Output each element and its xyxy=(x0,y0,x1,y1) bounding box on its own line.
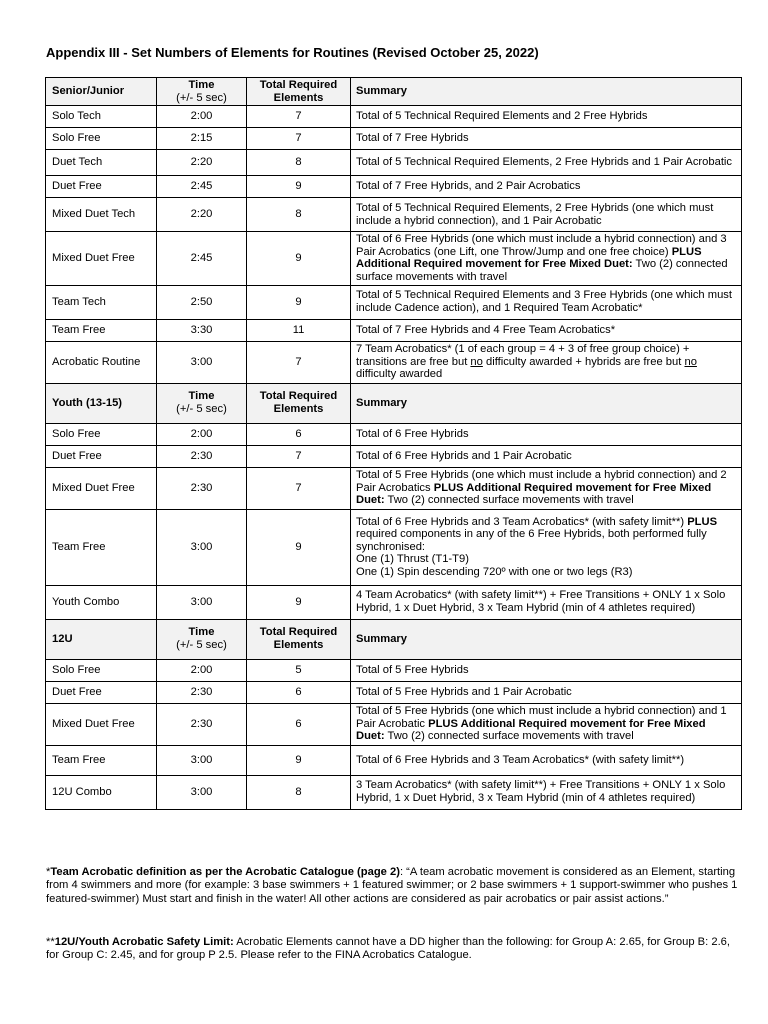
event-time: 2:30 xyxy=(157,703,247,745)
event-name: 12U Combo xyxy=(46,775,157,809)
event-total-elements: 9 xyxy=(247,285,351,319)
table-row xyxy=(46,341,742,383)
event-name: Youth Combo xyxy=(46,585,157,619)
page-title: Appendix III - Set Numbers of Elements for Routines (Revised October 25, 2022) xyxy=(46,45,539,60)
summary-header: Summary xyxy=(351,383,742,423)
event-time: 2:50 xyxy=(157,285,247,319)
event-name: Solo Free xyxy=(46,128,157,150)
event-total-elements: 6 xyxy=(247,423,351,445)
event-time: 3:00 xyxy=(157,509,247,585)
event-summary: 4 Team Acrobatics* (with safety limit**) + Free Transitions + ONLY 1 x Solo Hybrid, 1 x Duet Hybrid, 3 x Team Hybrid (min of 4 athletes required) xyxy=(351,585,742,619)
event-name: Mixed Duet Free xyxy=(46,703,157,745)
event-time: 2:00 xyxy=(157,423,247,445)
footnote-safety-limit: **12U/Youth Acrobatic Safety Limit: Acrobatic Elements cannot have a DD higher than the following: for Group A: 2.65, for Group B: 2.6, for Group C: 2.45, and for group P 2.5. Please refer to the FINA Acrobatics Catalogue. xyxy=(46,936,731,962)
event-summary: Total of 6 Free Hybrids and 1 Pair Acrobatic xyxy=(351,445,742,467)
event-time: 2:30 xyxy=(157,681,247,703)
event-time: 2:30 xyxy=(157,467,247,509)
elements-table xyxy=(45,77,742,810)
event-total-elements: 9 xyxy=(247,509,351,585)
event-summary: Total of 5 Technical Required Elements and 2 Free Hybrids xyxy=(351,106,742,128)
event-name: Solo Free xyxy=(46,659,157,681)
table-row xyxy=(46,585,742,619)
event-time: 2:15 xyxy=(157,128,247,150)
section-title: 12U xyxy=(46,619,157,659)
event-total-elements: 8 xyxy=(247,775,351,809)
event-name: Solo Tech xyxy=(46,106,157,128)
event-summary: Total of 5 Technical Required Elements, 2 Free Hybrids (one which must include a hybrid connection), and 1 Pair Acrobatic xyxy=(351,198,742,232)
event-total-elements: 6 xyxy=(247,703,351,745)
event-time: 3:00 xyxy=(157,745,247,775)
table-row xyxy=(46,150,742,176)
event-total-elements: 8 xyxy=(247,150,351,176)
time-header: Time (+/- 5 sec) xyxy=(157,383,247,423)
event-total-elements: 8 xyxy=(247,198,351,232)
event-time: 3:00 xyxy=(157,775,247,809)
event-summary: Total of 5 Free Hybrids (one which must include a hybrid connection) and 2 Pair Acrobatics PLUS Additional Required movement for Free Mixed Duet: Two (2) connected surface movements with travel xyxy=(351,467,742,509)
event-summary: Total of 6 Free Hybrids and 3 Team Acrobatics* (with safety limit**) PLUS required components in any of the 6 Free Hybrids, both performed fully synchronised: One (1) Thrust (T1-T9) One (1) Spin descending 720º with one or two legs (R3) xyxy=(351,509,742,585)
event-total-elements: 7 xyxy=(247,106,351,128)
event-time: 2:45 xyxy=(157,232,247,285)
event-total-elements: 9 xyxy=(247,585,351,619)
time-header: Time (+/- 5 sec) xyxy=(157,78,247,106)
event-name: Solo Free xyxy=(46,423,157,445)
event-name: Team Free xyxy=(46,745,157,775)
event-total-elements: 6 xyxy=(247,681,351,703)
section-title: Senior/Junior xyxy=(46,78,157,106)
event-name: Team Tech xyxy=(46,285,157,319)
event-time: 2:45 xyxy=(157,176,247,198)
section-header-row xyxy=(46,619,742,659)
summary-header: Summary xyxy=(351,619,742,659)
event-total-elements: 11 xyxy=(247,319,351,341)
table-row xyxy=(46,176,742,198)
event-time: 3:00 xyxy=(157,585,247,619)
event-time: 2:00 xyxy=(157,659,247,681)
section-header-row xyxy=(46,383,742,423)
event-name: Duet Free xyxy=(46,445,157,467)
table-row xyxy=(46,445,742,467)
event-total-elements: 9 xyxy=(247,232,351,285)
section-title: Youth (13-15) xyxy=(46,383,157,423)
event-time: 3:00 xyxy=(157,341,247,383)
table-row xyxy=(46,703,742,745)
event-total-elements: 5 xyxy=(247,659,351,681)
event-name: Acrobatic Routine xyxy=(46,341,157,383)
total-elements-header: Total Required Elements xyxy=(247,78,351,106)
table-row xyxy=(46,681,742,703)
table-row xyxy=(46,128,742,150)
event-summary: 7 Team Acrobatics* (1 of each group = 4 + 3 of free group choice) + transitions are free but no difficulty awarded + hybrids are free but no difficulty awarded xyxy=(351,341,742,383)
event-time: 2:30 xyxy=(157,445,247,467)
table-row xyxy=(46,659,742,681)
event-summary: 3 Team Acrobatics* (with safety limit**) + Free Transitions + ONLY 1 x Solo Hybrid, 1 x Duet Hybrid, 3 x Team Hybrid (min of 4 athletes required) xyxy=(351,775,742,809)
event-summary: Total of 5 Free Hybrids and 1 Pair Acrobatic xyxy=(351,681,742,703)
event-summary: Total of 5 Technical Required Elements and 3 Free Hybrids (one which must include Cadence action), and 1 Required Team Acrobatic* xyxy=(351,285,742,319)
table-row xyxy=(46,232,742,285)
event-summary: Total of 6 Free Hybrids and 3 Team Acrobatics* (with safety limit**) xyxy=(351,745,742,775)
event-name: Mixed Duet Free xyxy=(46,467,157,509)
event-name: Team Free xyxy=(46,509,157,585)
event-name: Duet Tech xyxy=(46,150,157,176)
event-time: 2:20 xyxy=(157,198,247,232)
footnote-team-acrobatic: *Team Acrobatic definition as per the Acrobatic Catalogue (page 2): “A team acrobatic movement is considered as an Element, starting from 4 swimmers and more (for example: 3 base swimmers + 1 featured swimmer; or 2 base swimmers + 1 support-swimmer who pushes 1 featured-swimmer) Must start and finish in the water! All other actions are considered as pair acrobatics or pair assist actions.” xyxy=(46,866,738,905)
event-name: Team Free xyxy=(46,319,157,341)
table-row xyxy=(46,745,742,775)
event-summary: Total of 6 Free Hybrids xyxy=(351,423,742,445)
total-elements-header: Total Required Elements xyxy=(247,383,351,423)
event-summary: Total of 5 Free Hybrids (one which must include a hybrid connection) and 1 Pair Acrobatic PLUS Additional Required movement for Free Mixed Duet: Two (2) connected surface movements with travel xyxy=(351,703,742,745)
event-summary: Total of 5 Free Hybrids xyxy=(351,659,742,681)
event-summary: Total of 7 Free Hybrids xyxy=(351,128,742,150)
event-name: Mixed Duet Free xyxy=(46,232,157,285)
table-row xyxy=(46,509,742,585)
event-total-elements: 7 xyxy=(247,467,351,509)
event-total-elements: 7 xyxy=(247,341,351,383)
event-name: Mixed Duet Tech xyxy=(46,198,157,232)
event-time: 2:00 xyxy=(157,106,247,128)
table-row xyxy=(46,467,742,509)
event-time: 2:20 xyxy=(157,150,247,176)
event-name: Duet Free xyxy=(46,681,157,703)
event-summary: Total of 6 Free Hybrids (one which must include a hybrid connection) and 3 Pair Acrobatics (one Lift, one Throw/Jump and one free choice) PLUS Additional Required movement for Free Mixed Duet: Two (2) connected surface movements with travel xyxy=(351,232,742,285)
table-row xyxy=(46,775,742,809)
table-row xyxy=(46,319,742,341)
event-total-elements: 7 xyxy=(247,128,351,150)
event-total-elements: 9 xyxy=(247,745,351,775)
table-row xyxy=(46,198,742,232)
event-summary: Total of 7 Free Hybrids and 4 Free Team Acrobatics* xyxy=(351,319,742,341)
section-header-row xyxy=(46,78,742,106)
event-summary: Total of 7 Free Hybrids, and 2 Pair Acrobatics xyxy=(351,176,742,198)
event-total-elements: 7 xyxy=(247,445,351,467)
total-elements-header: Total Required Elements xyxy=(247,619,351,659)
table-row xyxy=(46,423,742,445)
time-header: Time (+/- 5 sec) xyxy=(157,619,247,659)
table-row xyxy=(46,106,742,128)
event-time: 3:30 xyxy=(157,319,247,341)
event-name: Duet Free xyxy=(46,176,157,198)
event-total-elements: 9 xyxy=(247,176,351,198)
event-summary: Total of 5 Technical Required Elements, 2 Free Hybrids and 1 Pair Acrobatic xyxy=(351,150,742,176)
table-row xyxy=(46,285,742,319)
summary-header: Summary xyxy=(351,78,742,106)
